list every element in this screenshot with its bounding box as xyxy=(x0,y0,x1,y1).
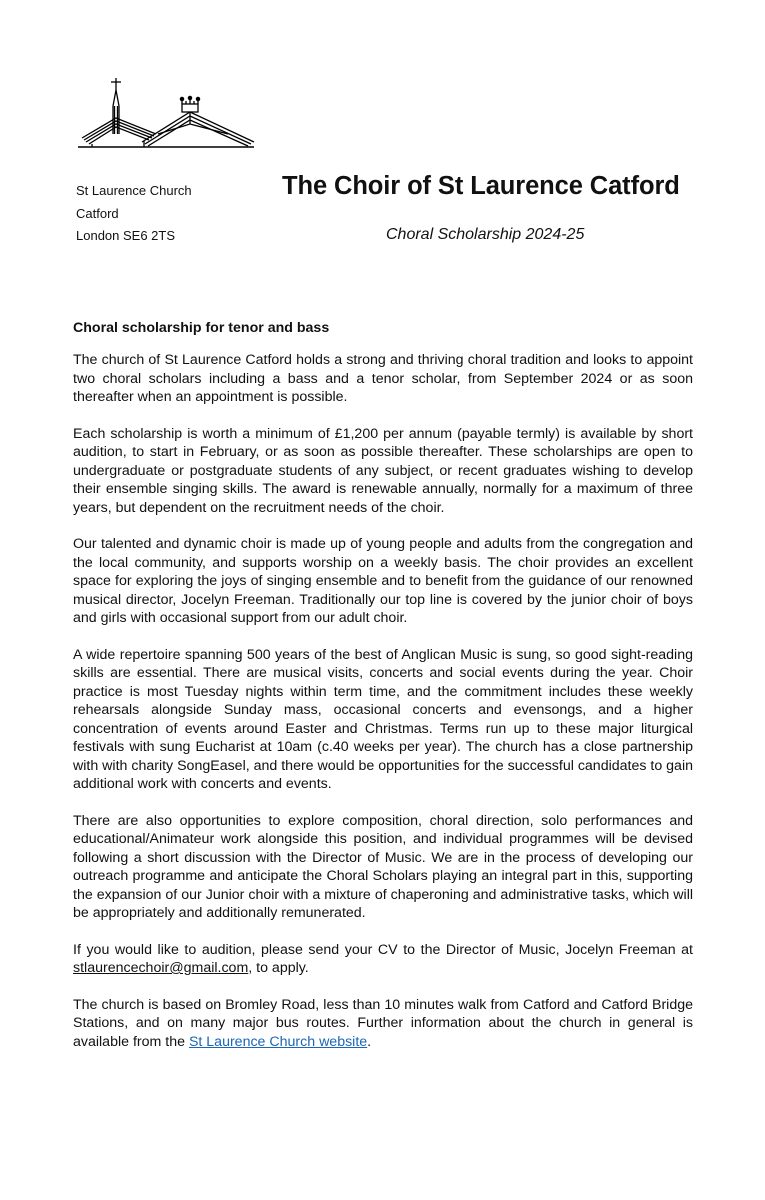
page-title: The Choir of St Laurence Catford xyxy=(282,172,680,200)
paragraph-intro: The church of St Laurence Catford holds a strong and thriving choral tradition and looks to appoint two choral scholars including a bass and a tenor scholar, from September 2024 or as soon thereafter when an appointment is possible. xyxy=(73,352,693,405)
paragraph-location xyxy=(73,996,693,1052)
page-subtitle: Choral Scholarship 2024-25 xyxy=(386,226,585,243)
document-body xyxy=(73,320,693,1069)
paragraph-choir: Our talented and dynamic choir is made up of young people and adults from the congregation and the local community, and supports worship on a weekly basis. The choir provides an excellent space for exploring the joys of singing ensemble and to benefit from the guidance of our renowned musical director, Jocelyn Freeman. Traditionally our top line is covered by the junior choir of boys and girls with occasional support from our adult choir. xyxy=(73,536,693,626)
address-line-1: St Laurence Church xyxy=(76,183,192,198)
paragraph-scholarship-value: Each scholarship is worth a minimum of £1,200 per annum (payable termly) is available by short audition, to start in February, or as soon as possible thereafter. These scholarships are open to undergraduate or postgraduate students of any subject, or recent graduates wishing to develop their ensemble singing skills. The award is renewable annually, normally for a maximum of three years, but dependent on the recruitment needs of the choir. xyxy=(73,425,693,516)
paragraph-repertoire: A wide repertoire spanning 500 years of the best of Anglican Music is sung, so good sight-reading skills are essential. There are musical visits, concerts and social events during the year. Choir practice is most Tuesday nights within term time, and the commitment includes these weekly rehearsals alongside Sunday mass, occasional concerts and evensongs, and a higher concentration of events around Easter and Christmas. Terms run up to these major liturgical festivals with sung Eucharist at 10am (c.40 weeks per year). The church has a close partnership with with charity SongEasel, and there would be opportunities for the successful candidates to gain additional work with concerts and events. xyxy=(73,646,693,792)
church-logo xyxy=(78,76,256,152)
address-line-3: London SE6 2TS xyxy=(76,228,176,243)
section-heading: Choral scholarship for tenor and bass xyxy=(73,320,330,336)
audition-text-end: , to apply. xyxy=(248,960,309,976)
address-line-2: Catford xyxy=(76,205,119,221)
church-website-link[interactable]: St Laurence Church website xyxy=(188,1033,368,1050)
paragraph-audition xyxy=(73,941,693,978)
email-link[interactable]: stlaurencechoir@gmail.com xyxy=(73,960,249,976)
paragraph-opportunities: There are also opportunities to explore composition, choral direction, solo performances and educational/Animateur work alongside this position, and individual programmes will be devised following a short discussion with the Director of Music. We are in the process of developing our outreach programme and anticipate the Choral Scholars playing an integral part in this, supporting the expansion of our Junior choir with a mixture of chaperoning and administrative tasks, which will be appropriately and additionally remunerated. xyxy=(73,812,693,921)
church-address xyxy=(76,180,192,248)
location-text-end: . xyxy=(367,1033,372,1050)
audition-text: If you would like to audition, please send your CV to the Director of Music, Jocelyn Freeman at xyxy=(73,941,693,958)
location-text: The church is based on Bromley Road, less than 10 minutes walk from Catford and Catford Bridge Stations, and on many major bus routes. Further information about the church in general is available from the xyxy=(73,996,693,1050)
